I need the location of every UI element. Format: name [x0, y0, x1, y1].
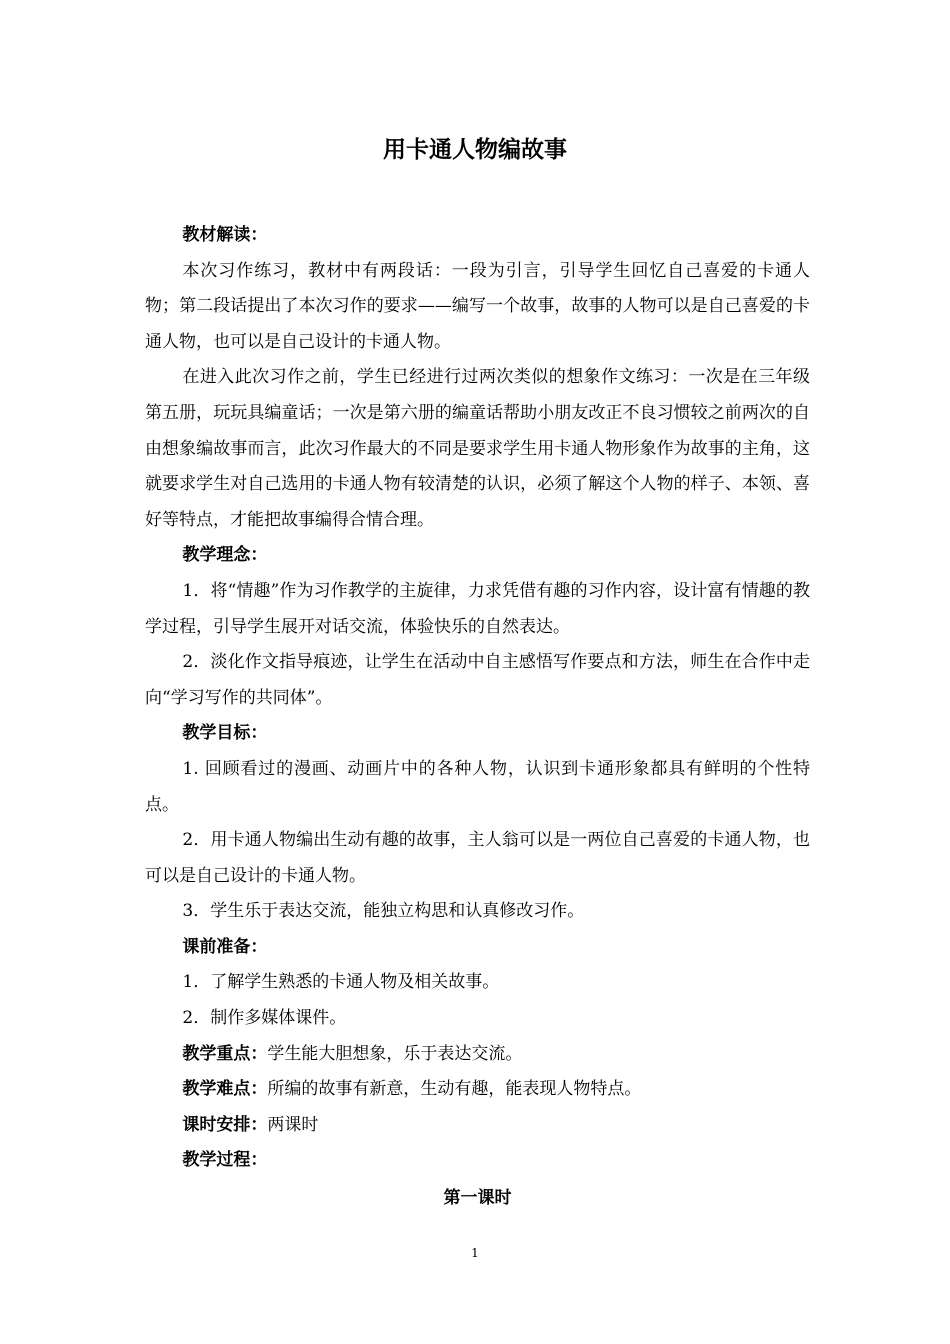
section-heading-teaching-concept: 教学理念：: [182, 545, 268, 566]
paragraph-difficulty: [145, 1072, 810, 1108]
paragraph-goal-2: 2．用卡通人物编出生动有趣的故事，主人翁可以是一两位自己喜爱的卡通人物，也可以是自己设计的卡通人物。: [145, 830, 810, 886]
paragraph-concept-2: 2．淡化作文指导痕迹，让学生在活动中自主感悟写作要点和方法，师生在合作中走向“学习写作的共同体”。: [145, 652, 810, 708]
paragraph-goal-3: 3．学生乐于表达交流，能独立构思和认真修改习作。: [182, 901, 585, 922]
paragraph-concept-1: 1．将“情趣”作为习作教学的主旋律，力求凭借有趣的习作内容，设计富有情趣的教学过程，引导学生展开对话交流，体验快乐的自然表达。: [145, 580, 810, 637]
paragraph-material-2: 在进入此次习作之前，学生已经进行过两次类似的想象作文练习：一次是在三年级第五册，玩玩具编童话；一次是第六册的编童话帮助小朋友改正不良习惯较之前两次的自由想象编故事而言，此次习作最大的不同是要求学生用卡通人物形象作为故事的主角，这就要求学生对自己选用的卡通人物有较清楚的认识，必须了解这个人物的样子、本领、喜好等特点，才能把故事编得合情合理。: [145, 367, 810, 530]
lesson-heading: 第一课时: [443, 1188, 512, 1209]
paragraph-goal-1: 1. 回顾看过的漫画、动画片中的各种人物，认识到卡通形象都具有鲜明的个性特点。: [145, 758, 810, 815]
section-heading-teaching-material: 教材解读：: [182, 225, 268, 245]
paragraph-material-1: 本次习作练习，教材中有两段话：一段为引言，引导学生回忆自己喜爱的卡通人物；第二段话提出了本次习作的要求——编写一个故事，故事的人物可以是自己喜爱的卡通人物，也可以是自己设计的卡通人物。: [145, 260, 810, 352]
document-title: 用卡通人物编故事: [383, 137, 567, 163]
label-key-point: 教学重点：: [182, 1043, 268, 1064]
section-heading-teaching-process: 教学过程：: [182, 1150, 268, 1171]
section-heading-teaching-goals: 教学目标：: [182, 723, 268, 744]
document-body: [145, 218, 810, 1217]
value-key-point: 学生能大胆想象，乐于表达交流。: [267, 1043, 523, 1064]
value-difficulty: 所编的故事有新意，生动有趣，能表现人物特点。: [267, 1079, 642, 1100]
paragraph-schedule: [145, 1108, 810, 1144]
page-number: 1: [471, 1246, 479, 1260]
value-schedule: 两课时: [267, 1114, 319, 1135]
paragraph-key-point: [145, 1037, 810, 1073]
label-difficulty: 教学难点：: [182, 1079, 268, 1100]
label-schedule: 课时安排：: [182, 1114, 268, 1135]
paragraph-preparation-2: 2．制作多媒体课件。: [182, 1008, 347, 1029]
paragraph-preparation-1: 1．了解学生熟悉的卡通人物及相关故事。: [182, 972, 500, 993]
section-heading-preparation: 课前准备：: [182, 936, 268, 957]
